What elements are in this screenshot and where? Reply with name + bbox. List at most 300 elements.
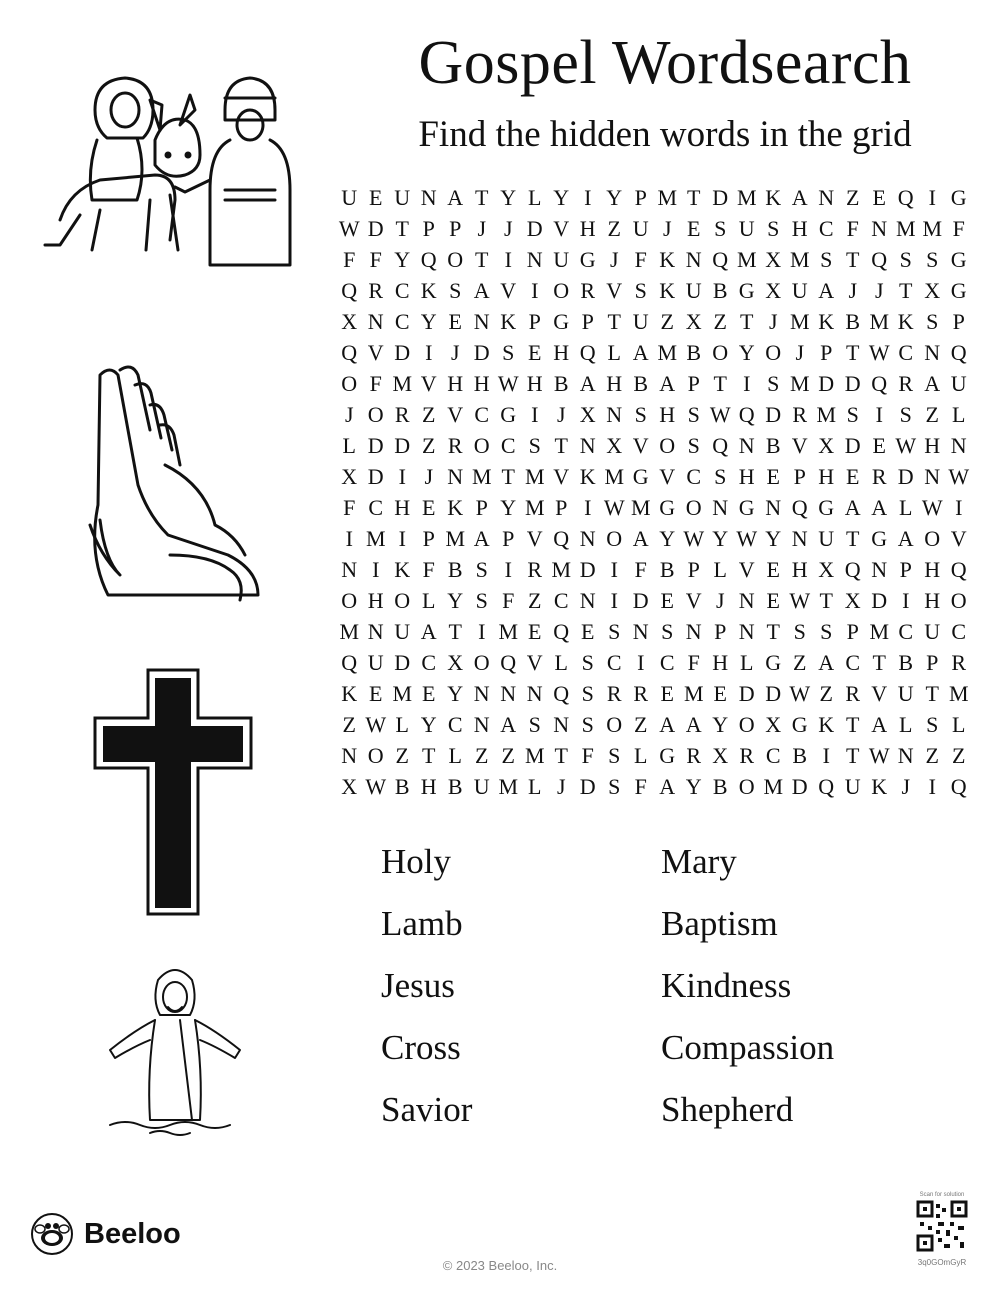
grid-letter: S: [528, 433, 541, 458]
grid-letter: V: [606, 278, 623, 303]
grid-letter: E: [872, 433, 886, 458]
grid-letter: H: [579, 216, 596, 241]
grid-letter: X: [341, 464, 358, 489]
grid-letter: M: [392, 681, 413, 706]
grid-letter: Q: [871, 247, 888, 272]
grid-letter: V: [367, 340, 384, 365]
grid-letter: M: [895, 216, 916, 241]
grid-letter: N: [579, 526, 596, 551]
grid-letter: L: [528, 185, 542, 210]
grid-letter: F: [343, 495, 356, 520]
grid-letter: L: [395, 712, 409, 737]
grid-letter: I: [504, 247, 512, 272]
grid-letter: A: [818, 650, 835, 675]
grid-letter: Z: [793, 650, 807, 675]
grid-letter: Q: [341, 278, 358, 303]
grid-letter: U: [553, 247, 570, 272]
grid-letter: S: [634, 278, 647, 303]
bee-icon: [30, 1212, 74, 1256]
grid-letter: V: [659, 464, 676, 489]
grid-letter: S: [581, 712, 594, 737]
grid-letter: Q: [500, 650, 517, 675]
grid-letter: I: [955, 495, 963, 520]
grid-letter: S: [714, 216, 727, 241]
grid-letter: L: [952, 402, 966, 427]
grid-letter: N: [526, 247, 543, 272]
grid-letter: T: [819, 588, 833, 613]
grid-letter: T: [846, 743, 860, 768]
grid-letter: T: [846, 712, 860, 737]
grid-letter: H: [712, 650, 729, 675]
grid-letter: Y: [394, 247, 411, 272]
grid-letter: Z: [660, 309, 674, 334]
grid-letter: M: [392, 371, 413, 396]
grid-letter: T: [740, 309, 754, 334]
grid-row: [336, 616, 972, 647]
grid-letter: V: [632, 433, 649, 458]
grid-letter: I: [928, 774, 936, 799]
grid-row: [336, 523, 972, 554]
grid-letter: A: [579, 371, 596, 396]
grid-letter: T: [422, 743, 436, 768]
grid-letter: I: [822, 743, 830, 768]
grid-letter: F: [846, 216, 859, 241]
grid-letter: D: [367, 464, 384, 489]
grid-letter: R: [792, 402, 808, 427]
grid-letter: B: [765, 433, 781, 458]
grid-letter: D: [394, 340, 411, 365]
grid-letter: A: [632, 340, 649, 365]
grid-letter: W: [868, 340, 890, 365]
grid-letter: C: [898, 619, 914, 644]
grid-letter: G: [500, 402, 517, 427]
grid-letter: S: [608, 619, 621, 644]
grid-letter: P: [581, 309, 594, 334]
page-subtitle: Find the hidden words in the grid: [418, 114, 912, 155]
grid-letter: N: [367, 309, 384, 334]
grid-letter: J: [450, 340, 460, 365]
grid-letter: I: [504, 557, 512, 582]
grid-letter: C: [553, 588, 569, 613]
grid-letter: Y: [500, 495, 517, 520]
letter-grid: [336, 182, 972, 802]
grid-letter: Q: [844, 557, 861, 582]
grid-letter: N: [473, 309, 490, 334]
grid-letter: T: [607, 309, 621, 334]
word-list-item: Jesus: [381, 966, 455, 1005]
grid-letter: N: [579, 433, 596, 458]
grid-letter: H: [791, 557, 808, 582]
grid-letter: G: [765, 650, 782, 675]
grid-letter: M: [498, 619, 519, 644]
grid-letter: O: [659, 433, 676, 458]
grid-letter: K: [818, 712, 835, 737]
grid-letter: L: [422, 588, 436, 613]
grid-letter: Z: [925, 743, 939, 768]
grid-letter: J: [768, 309, 778, 334]
grid-letter: H: [818, 464, 835, 489]
grid-letter: U: [924, 619, 941, 644]
grid-letter: T: [395, 216, 409, 241]
grid-letter: Q: [738, 402, 755, 427]
grid-letter: O: [473, 650, 490, 675]
grid-letter: Z: [501, 743, 515, 768]
grid-letter: N: [818, 185, 835, 210]
grid-letter: X: [765, 278, 782, 303]
grid-letter: Z: [925, 402, 939, 427]
grid-letter: E: [846, 464, 860, 489]
grid-letter: Y: [447, 681, 464, 706]
grid-letter: G: [950, 278, 967, 303]
grid-letter: C: [606, 650, 622, 675]
grid-letter: R: [527, 557, 543, 582]
grid-letter: U: [685, 278, 702, 303]
grid-letter: M: [763, 774, 784, 799]
grid-letter: L: [952, 712, 966, 737]
grid-letter: K: [818, 309, 835, 334]
grid-letter: O: [553, 278, 570, 303]
grid-letter: L: [448, 743, 462, 768]
qr-caption: Scan for solution: [919, 1192, 965, 1198]
grid-letter: M: [657, 340, 678, 365]
grid-letter: D: [791, 774, 808, 799]
grid-letter: D: [897, 464, 914, 489]
grid-letter: U: [394, 185, 411, 210]
grid-letter: D: [818, 371, 835, 396]
grid-letter: M: [869, 619, 890, 644]
grid-letter: Q: [553, 681, 570, 706]
grid-letter: G: [632, 464, 649, 489]
grid-letter: V: [500, 278, 517, 303]
grid-letter: Q: [420, 247, 437, 272]
grid-letter: I: [637, 650, 645, 675]
grid-letter: D: [579, 557, 596, 582]
grid-letter: G: [659, 743, 676, 768]
grid-letter: Q: [791, 495, 808, 520]
qr-solution-block[interactable]: [912, 1190, 972, 1270]
grid-letter: O: [341, 588, 358, 613]
grid-letter: M: [789, 247, 810, 272]
grid-letter: V: [685, 588, 702, 613]
praying-hands-illustration: [70, 355, 270, 605]
grid-letter: B: [447, 557, 463, 582]
grid-row: [336, 554, 972, 585]
grid-letter: E: [766, 588, 780, 613]
grid-letter: S: [926, 247, 939, 272]
grid-letter: P: [952, 309, 965, 334]
grid-letter: K: [420, 278, 437, 303]
grid-letter: I: [610, 588, 618, 613]
grid-letter: I: [478, 619, 486, 644]
grid-letter: C: [818, 216, 834, 241]
grid-letter: U: [367, 650, 384, 675]
grid-letter: T: [899, 278, 913, 303]
grid-letter: P: [899, 557, 912, 582]
grid-letter: S: [926, 309, 939, 334]
grid-letter: E: [660, 588, 674, 613]
grid-letter: V: [420, 371, 437, 396]
grid-row: [336, 244, 972, 275]
word-list-item: Lamb: [381, 904, 463, 943]
grid-letter: M: [948, 681, 969, 706]
grid-letter: Y: [447, 588, 464, 613]
grid-letter: V: [791, 433, 808, 458]
grid-letter: S: [846, 402, 859, 427]
grid-letter: D: [632, 588, 649, 613]
grid-letter: Q: [950, 774, 967, 799]
grid-letter: C: [845, 650, 861, 675]
grid-letter: C: [951, 619, 967, 644]
grid-letter: T: [872, 650, 886, 675]
grid-letter: G: [579, 247, 596, 272]
page-title: Gospel Wordsearch: [418, 29, 912, 97]
grid-letter: J: [344, 402, 354, 427]
grid-letter: E: [660, 681, 674, 706]
grid-letter: L: [740, 650, 754, 675]
grid-letter: X: [341, 309, 358, 334]
grid-letter: Q: [579, 340, 596, 365]
grid-letter: S: [449, 278, 462, 303]
grid-letter: J: [424, 464, 434, 489]
grid-letter: Z: [607, 216, 621, 241]
grid-letter: M: [551, 557, 572, 582]
grid-row: [336, 368, 972, 399]
grid-row: [336, 709, 972, 740]
grid-letter: M: [498, 774, 519, 799]
grid-letter: U: [473, 774, 490, 799]
grid-row: [336, 213, 972, 244]
grid-letter: M: [524, 495, 545, 520]
grid-letter: B: [553, 371, 569, 396]
grid-letter: D: [712, 185, 729, 210]
grid-row: [336, 306, 972, 337]
grid-letter: F: [687, 650, 700, 675]
grid-letter: O: [738, 712, 755, 737]
grid-letter: G: [791, 712, 808, 737]
grid-letter: X: [579, 402, 596, 427]
grid-letter: I: [531, 278, 539, 303]
grid-letter: E: [528, 619, 542, 644]
grid-letter: F: [502, 588, 515, 613]
grid-letter: Z: [528, 588, 542, 613]
grid-letter: W: [365, 712, 387, 737]
grid-letter: K: [341, 681, 358, 706]
word-list-item: Kindness: [661, 966, 792, 1005]
grid-letter: A: [659, 712, 676, 737]
grid-letter: N: [712, 495, 729, 520]
grid-letter: T: [713, 371, 727, 396]
grid-letter: E: [448, 309, 462, 334]
grid-letter: X: [685, 309, 702, 334]
qr-code-icon[interactable]: [916, 1200, 968, 1252]
grid-letter: A: [924, 371, 941, 396]
grid-letter: O: [738, 774, 755, 799]
grid-letter: G: [738, 495, 755, 520]
word-list-item: Mary: [661, 842, 737, 881]
grid-letter: R: [898, 371, 914, 396]
grid-letter: S: [661, 619, 674, 644]
grid-letter: F: [369, 247, 382, 272]
grid-letter: Q: [712, 433, 729, 458]
grid-letter: T: [687, 185, 701, 210]
grid-letter: P: [793, 464, 806, 489]
grid-letter: Y: [420, 712, 437, 737]
grid-letter: H: [447, 371, 464, 396]
grid-letter: F: [422, 557, 435, 582]
qr-code-text: 3q0GOmGyR: [917, 1258, 967, 1267]
grid-letter: I: [902, 588, 910, 613]
grid-letter: D: [367, 216, 384, 241]
grid-letter: H: [473, 371, 490, 396]
grid-letter: F: [634, 247, 647, 272]
grid-letter: K: [579, 464, 596, 489]
grid-letter: M: [630, 495, 651, 520]
grid-letter: E: [713, 681, 727, 706]
grid-letter: J: [556, 402, 566, 427]
grid-letter: S: [899, 402, 912, 427]
grid-letter: N: [924, 340, 941, 365]
grid-letter: Z: [634, 712, 648, 737]
grid-letter: Y: [685, 774, 702, 799]
grid-letter: J: [609, 247, 619, 272]
grid-letter: X: [818, 433, 835, 458]
grid-row: [336, 399, 972, 430]
grid-letter: C: [394, 309, 410, 334]
grid-letter: S: [820, 247, 833, 272]
grid-letter: S: [767, 216, 780, 241]
grid-letter: J: [556, 774, 566, 799]
grid-letter: S: [687, 433, 700, 458]
grid-letter: R: [447, 433, 463, 458]
grid-letter: M: [339, 619, 360, 644]
grid-letter: S: [528, 712, 541, 737]
grid-letter: Q: [341, 650, 358, 675]
grid-letter: C: [447, 712, 463, 737]
grid-letter: H: [924, 557, 941, 582]
grid-letter: D: [367, 433, 384, 458]
grid-row: [336, 275, 972, 306]
grid-letter: N: [341, 743, 358, 768]
grid-letter: D: [394, 433, 411, 458]
grid-letter: X: [606, 433, 623, 458]
grid-letter: S: [502, 340, 515, 365]
grid-letter: A: [473, 526, 490, 551]
grid-letter: H: [924, 433, 941, 458]
grid-letter: P: [634, 185, 647, 210]
grid-row: [336, 492, 972, 523]
grid-letter: V: [553, 464, 570, 489]
grid-letter: P: [449, 216, 462, 241]
grid-letter: K: [659, 278, 676, 303]
grid-letter: M: [789, 371, 810, 396]
grid-letter: R: [580, 278, 596, 303]
grid-letter: H: [791, 216, 808, 241]
grid-letter: P: [687, 557, 700, 582]
grid-letter: P: [714, 619, 727, 644]
grid-letter: A: [473, 278, 490, 303]
grid-letter: T: [766, 619, 780, 644]
grid-letter: M: [736, 185, 757, 210]
grid-letter: J: [715, 588, 725, 613]
grid-letter: D: [526, 216, 543, 241]
grid-letter: S: [687, 402, 700, 427]
grid-letter: S: [475, 557, 488, 582]
grid-letter: Y: [553, 185, 570, 210]
grid-letter: S: [714, 464, 727, 489]
grid-letter: J: [874, 278, 884, 303]
word-list-item: Baptism: [661, 904, 778, 943]
grid-letter: H: [659, 402, 676, 427]
grid-letter: X: [712, 743, 729, 768]
grid-letter: Y: [659, 526, 676, 551]
grid-letter: W: [365, 774, 387, 799]
grid-letter: G: [950, 247, 967, 272]
grid-letter: N: [765, 495, 782, 520]
grid-letter: B: [447, 774, 463, 799]
grid-row: [336, 337, 972, 368]
grid-letter: B: [633, 371, 649, 396]
grid-letter: M: [922, 216, 943, 241]
grid-letter: W: [895, 433, 917, 458]
grid-letter: Z: [422, 402, 436, 427]
grid-letter: V: [553, 216, 570, 241]
grid-letter: O: [685, 495, 702, 520]
grid-letter: H: [606, 371, 623, 396]
grid-letter: N: [685, 619, 702, 644]
grid-letter: T: [925, 681, 939, 706]
grid-letter: L: [528, 774, 542, 799]
grid-letter: Z: [395, 743, 409, 768]
grid-letter: D: [738, 681, 755, 706]
grid-letter: U: [818, 526, 835, 551]
grid-letter: A: [897, 526, 914, 551]
grid-letter: K: [871, 774, 888, 799]
grid-letter: U: [394, 619, 411, 644]
grid-letter: Q: [712, 247, 729, 272]
grid-letter: R: [951, 650, 967, 675]
grid-letter: S: [581, 681, 594, 706]
grid-letter: D: [579, 774, 596, 799]
grid-letter: Y: [500, 185, 517, 210]
grid-letter: W: [948, 464, 970, 489]
word-list: [381, 838, 941, 1134]
grid-letter: N: [738, 588, 755, 613]
grid-letter: G: [659, 495, 676, 520]
grid-letter: X: [341, 774, 358, 799]
grid-letter: U: [738, 216, 755, 241]
grid-letter: M: [604, 464, 625, 489]
grid-letter: G: [818, 495, 835, 520]
grid-letter: D: [765, 681, 782, 706]
grid-letter: E: [581, 619, 595, 644]
grid-letter: O: [765, 340, 782, 365]
grid-letter: T: [846, 340, 860, 365]
grid-letter: U: [632, 216, 649, 241]
grid-letter: N: [473, 681, 490, 706]
grid-letter: E: [687, 216, 701, 241]
grid-letter: U: [897, 681, 914, 706]
grid-letter: R: [871, 464, 887, 489]
grid-letter: N: [579, 588, 596, 613]
grid-letter: N: [685, 247, 702, 272]
grid-letter: C: [765, 743, 781, 768]
grid-letter: C: [474, 402, 490, 427]
mary-donkey-joseph-illustration: [40, 70, 300, 270]
grid-letter: N: [924, 464, 941, 489]
grid-letter: O: [473, 433, 490, 458]
grid-letter: N: [738, 619, 755, 644]
beeloo-logo: [30, 1212, 181, 1256]
